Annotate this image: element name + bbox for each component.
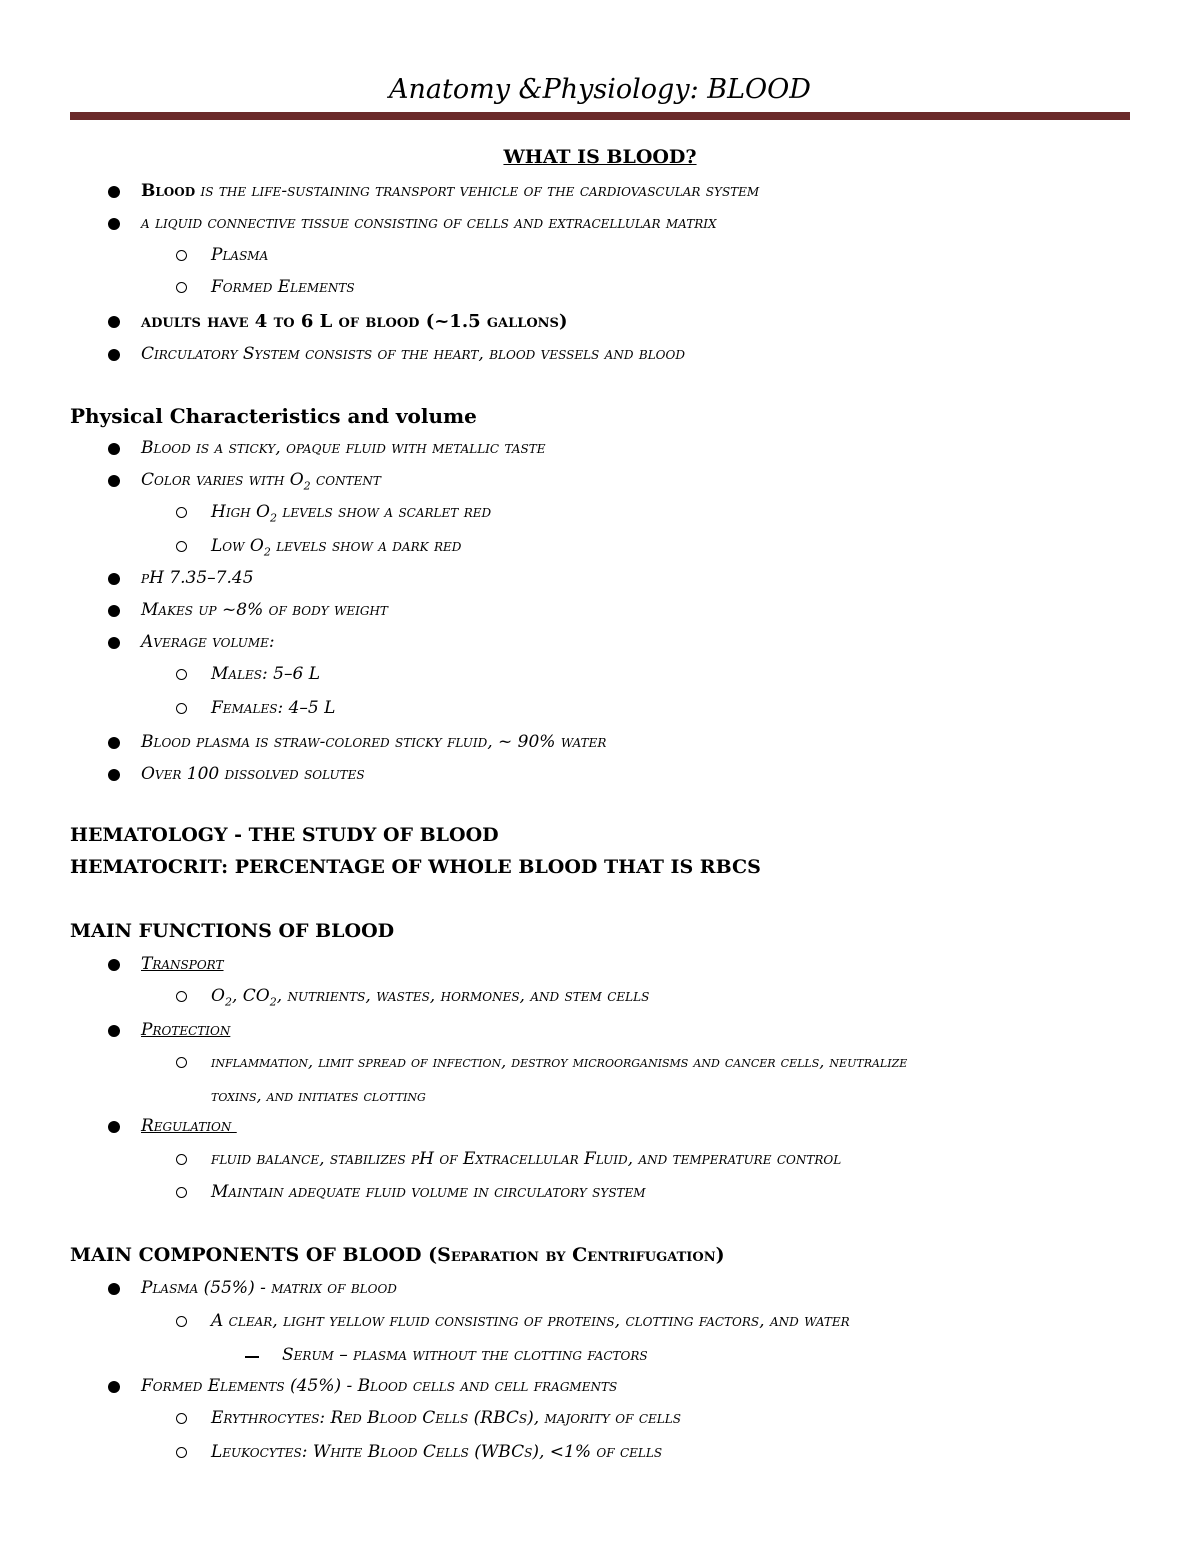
circle-bullet-icon <box>176 1316 187 1327</box>
item-lead: Blood <box>141 181 196 201</box>
circle-bullet-icon <box>176 541 187 552</box>
item-text: inflammation, limit spread of infection, destroy microorganisms and cancer cells, neutralize <box>211 1052 908 1071</box>
item-text: Low O <box>211 536 264 556</box>
section-heading-physical: Physical Characteristics and volume <box>70 404 477 428</box>
circle-bullet-icon <box>176 1413 187 1424</box>
circle-bullet-icon <box>176 1447 187 1458</box>
circle-bullet-icon <box>176 991 187 1002</box>
item-text: Regulation <box>141 1116 237 1136</box>
item-text: Plasma (55%) - matrix of blood <box>141 1278 397 1298</box>
item-text: Blood plasma is straw-colored sticky fluid, ~ 90% water <box>141 732 607 752</box>
item-text: Formed Elements <box>211 277 355 297</box>
section-heading-what-is-blood: WHAT IS BLOOD? <box>503 146 697 168</box>
subscript: 2 <box>269 995 277 1009</box>
item-text: Over 100 dissolved solutes <box>141 764 365 784</box>
item-text: content <box>310 470 381 490</box>
item-text: pH 7.35–7.45 <box>141 568 254 588</box>
item-text: levels show a dark red <box>270 536 462 556</box>
bullet-icon <box>108 573 120 585</box>
item-text: Leukocytes: White Blood Cells (WBCs), <1% of cells <box>211 1442 663 1462</box>
item-text: A clear, light yellow fluid consisting of proteins, clotting factors, and water <box>211 1311 850 1331</box>
bullet-icon <box>108 1381 120 1393</box>
circle-bullet-icon <box>176 1154 187 1165</box>
item-text: Makes up ~8% of body weight <box>141 600 388 620</box>
item-text: Serum – plasma without the clotting factors <box>282 1345 648 1365</box>
item-text: Color varies with O <box>141 470 304 490</box>
title-rule <box>70 112 1130 120</box>
item-text: High O <box>211 502 270 522</box>
item-text: is the life-sustaining transport vehicle of the cardiovascular system <box>195 181 760 201</box>
subscript: 2 <box>224 995 232 1009</box>
item-text: Maintain adequate fluid volume in circulatory system <box>211 1182 646 1202</box>
item-text: Males: 5–6 L <box>211 664 320 684</box>
item-text: toxins, and initiates clotting <box>211 1086 426 1105</box>
hematocrit-definition: HEMATOCRIT: PERCENTAGE OF WHOLE BLOOD THAT IS RBCS <box>70 856 761 878</box>
heading-text: MAIN COMPONENTS OF BLOOD ( <box>70 1244 438 1266</box>
dash-bullet-icon <box>245 1356 259 1358</box>
list-subitem-continuation <box>211 1086 426 1106</box>
subscript: 2 <box>269 511 277 525</box>
bullet-icon <box>108 186 120 198</box>
item-text: levels show a scarlet red <box>276 502 492 522</box>
bullet-icon <box>108 637 120 649</box>
item-text: Transport <box>141 954 224 974</box>
heading-text: ) <box>715 1244 725 1266</box>
circle-bullet-icon <box>176 282 187 293</box>
bullet-icon <box>108 1121 120 1133</box>
hematology-definition: HEMATOLOGY - THE STUDY OF BLOOD <box>70 824 499 846</box>
section-heading-functions: MAIN FUNCTIONS OF BLOOD <box>70 920 395 942</box>
item-text: Females: 4–5 L <box>211 698 336 718</box>
circle-bullet-icon <box>176 1187 187 1198</box>
item-text: Erythrocytes: Red Blood Cells (RBCs), majority of cells <box>211 1408 681 1428</box>
item-text: Blood is a sticky, opaque fluid with metallic taste <box>141 438 546 458</box>
bullet-icon <box>108 1025 120 1037</box>
subscript: 2 <box>303 479 311 493</box>
bullet-icon <box>108 218 120 230</box>
document-title: Anatomy &Physiology: BLOOD <box>389 74 811 105</box>
circle-bullet-icon <box>176 703 187 714</box>
item-text: Protection <box>141 1020 231 1040</box>
item-text: O <box>211 986 225 1006</box>
bullet-icon <box>108 959 120 971</box>
item-text: adults have 4 to 6 L of blood (~1.5 gallons) <box>141 311 568 332</box>
item-text: , nutrients, wastes, hormones, and stem cells <box>276 986 650 1006</box>
bullet-icon <box>108 605 120 617</box>
circle-bullet-icon <box>176 507 187 518</box>
item-text: fluid balance, stabilizes pH of Extracellular Fluid, and temperature control <box>211 1149 842 1169</box>
bullet-icon <box>108 1283 120 1295</box>
item-text: Average volume: <box>141 632 275 652</box>
bullet-icon <box>108 349 120 361</box>
bullet-icon <box>108 475 120 487</box>
item-text: , CO <box>231 986 270 1006</box>
section-heading-components <box>70 1244 725 1266</box>
bullet-icon <box>108 443 120 455</box>
item-text: a liquid connective tissue consisting of cells and extracellular matrix <box>141 213 717 233</box>
heading-subtext: Separation by Centrifugation <box>437 1244 716 1266</box>
circle-bullet-icon <box>176 669 187 680</box>
bullet-icon <box>108 316 120 328</box>
circle-bullet-icon <box>176 250 187 261</box>
item-text: Formed Elements (45%) - Blood cells and cell fragments <box>141 1376 618 1396</box>
circle-bullet-icon <box>176 1057 187 1068</box>
bullet-icon <box>108 769 120 781</box>
subscript: 2 <box>263 545 271 559</box>
item-text: Circulatory System consists of the heart, blood vessels and blood <box>141 344 685 364</box>
bullet-icon <box>108 737 120 749</box>
item-text: Plasma <box>211 245 269 265</box>
